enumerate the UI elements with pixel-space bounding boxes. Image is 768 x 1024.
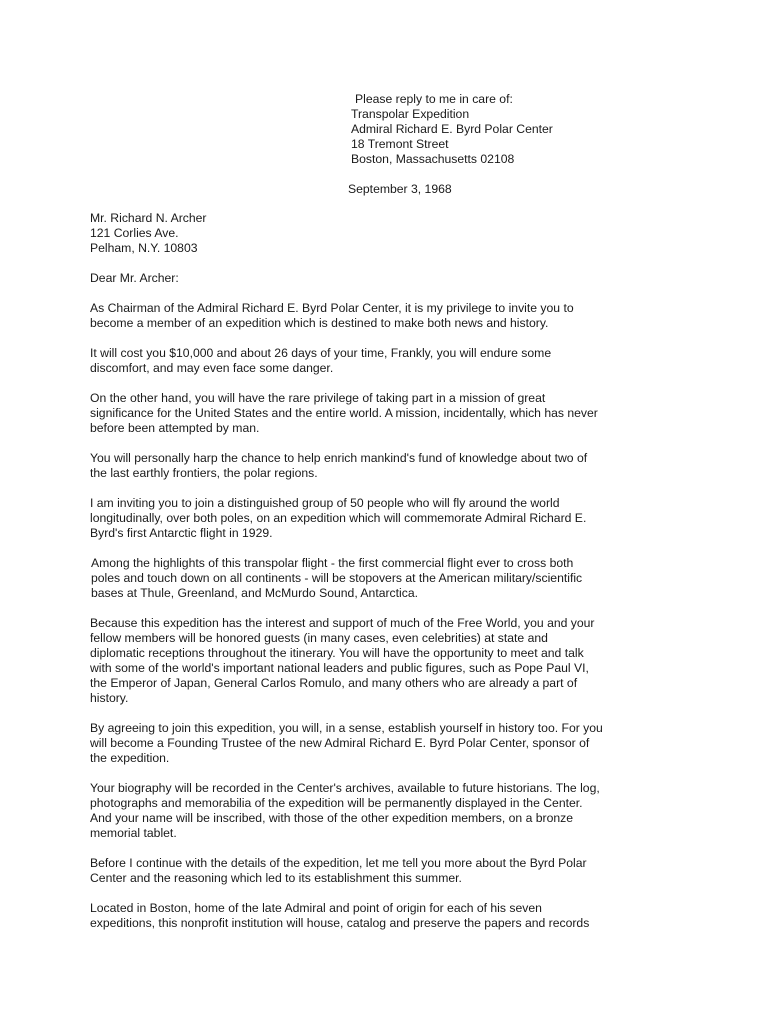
- paragraph-line: Located in Boston, home of the late Admiral and point of origin for each of his seven: [90, 901, 542, 915]
- paragraph-line: As Chairman of the Admiral Richard E. Byrd Polar Center, it is my privilege to invite you to: [90, 301, 574, 315]
- paragraph-line: diplomatic receptions throughout the itinerary. You will have the opportunity to meet and talk: [90, 646, 584, 660]
- paragraph: [90, 856, 630, 886]
- paragraph-line: before been attempted by man.: [90, 421, 260, 435]
- paragraph-line: history.: [90, 691, 129, 705]
- paragraph: [90, 301, 630, 331]
- paragraph-line: Among the highlights of this transpolar flight - the first commercial flight ever to cross both: [91, 556, 574, 570]
- paragraph: [90, 451, 630, 481]
- paragraph-line: longitudinally, over both poles, on an expedition which will commemorate Admiral Richard E.: [90, 511, 587, 525]
- paragraph: [90, 901, 630, 931]
- recipient-line: 121 Corlies Ave.: [90, 226, 179, 240]
- paragraph-line: photographs and memorabilia of the expedition will be permanently displayed in the Center.: [90, 796, 583, 810]
- paragraph-line: become a member of an expedition which is destined to make both news and history.: [90, 316, 549, 330]
- paragraph-line: Before I continue with the details of the expedition, let me tell you more about the Byrd Polar: [90, 856, 587, 870]
- paragraph-line: Center and the reasoning which led to its establishment this summer.: [90, 871, 462, 885]
- paragraph: [90, 781, 630, 841]
- paragraph-line: I am inviting you to join a distinguished group of 50 people who will fly around the world: [90, 496, 560, 510]
- paragraph: [90, 556, 630, 601]
- paragraph-line: the expedition.: [90, 751, 170, 765]
- letter-body: [90, 301, 630, 946]
- paragraph-line: You will personally harp the chance to help enrich mankind's fund of knowledge about two of: [90, 451, 588, 465]
- paragraph-line: expeditions, this nonprofit institution will house, catalog and preserve the papers and records: [90, 916, 590, 930]
- paragraph-line: will become a Founding Trustee of the new Admiral Richard E. Byrd Polar Center, sponsor of: [90, 736, 590, 750]
- paragraph-line: By agreeing to join this expedition, you will, in a sense, establish yourself in history too. For you: [90, 721, 603, 735]
- paragraph-line: memorial tablet.: [90, 826, 177, 840]
- salutation: Dear Mr. Archer:: [90, 271, 179, 285]
- paragraph-line: On the other hand, you will have the rare privilege of taking part in a mission of great: [90, 391, 546, 405]
- recipient-address: [90, 211, 207, 256]
- paragraph: [90, 346, 630, 376]
- paragraph-line: poles and touch down on all continents - will be stopovers at the American military/scientific: [91, 571, 583, 585]
- return-address-line: Boston, Massachusetts 02108: [351, 152, 515, 166]
- letter-date: September 3, 1968: [348, 182, 452, 196]
- paragraph-line: Your biography will be recorded in the Center's archives, available to future historians. The log,: [90, 781, 600, 795]
- paragraph: [90, 496, 630, 541]
- return-address-line: 18 Tremont Street: [351, 137, 449, 151]
- paragraph-line: bases at Thule, Greenland, and McMurdo Sound, Antarctica.: [91, 586, 418, 600]
- return-address: [351, 92, 651, 167]
- paragraph: [90, 391, 630, 436]
- paragraph-line: the last earthly frontiers, the polar regions.: [90, 466, 318, 480]
- paragraph-line: discomfort, and may even face some danger.: [90, 361, 334, 375]
- return-address-line: Admiral Richard E. Byrd Polar Center: [351, 122, 553, 136]
- recipient-line: Mr. Richard N. Archer: [90, 211, 207, 225]
- paragraph: [90, 721, 630, 766]
- return-address-line: Transpolar Expedition: [351, 107, 470, 121]
- paragraph-line: significance for the United States and the entire world. A mission, incidentally, which has never: [90, 406, 598, 420]
- paragraph-line: with some of the world's important national leaders and public figures, such as Pope Paul VI,: [90, 661, 589, 675]
- paragraph: [90, 616, 630, 706]
- return-address-line: Please reply to me in care of:: [355, 92, 513, 106]
- paragraph-line: the Emperor of Japan, General Carlos Romulo, and many others who are already a part of: [90, 676, 578, 690]
- paragraph-line: It will cost you $10,000 and about 26 days of your time, Frankly, you will endure some: [90, 346, 552, 360]
- paragraph-line: Because this expedition has the interest and support of much of the Free World, you and your: [90, 616, 595, 630]
- paragraph-line: And your name will be inscribed, with those of the other expedition members, on a bronze: [90, 811, 574, 825]
- recipient-line: Pelham, N.Y. 10803: [90, 241, 198, 255]
- paragraph-line: fellow members will be honored guests (in many cases, even celebrities) at state and: [90, 631, 548, 645]
- paragraph-line: Byrd's first Antarctic flight in 1929.: [90, 526, 273, 540]
